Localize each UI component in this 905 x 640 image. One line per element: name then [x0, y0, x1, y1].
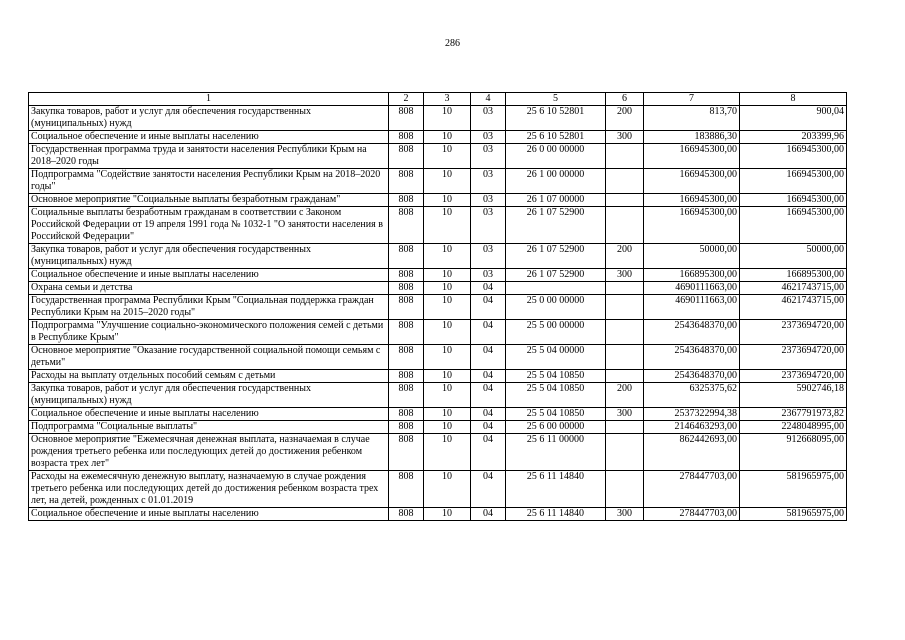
section-cell: 10 — [424, 131, 471, 144]
expense-type-cell: 200 — [606, 383, 644, 408]
section-cell: 10 — [424, 471, 471, 508]
amount-year2-cell: 166945300,00 — [740, 144, 847, 169]
amount-year2-cell: 166945300,00 — [740, 207, 847, 244]
admin-code-cell: 808 — [389, 269, 424, 282]
amount-year1-cell: 2537322994,38 — [644, 408, 740, 421]
row-name-cell: Социальное обеспечение и иные выплаты населению — [29, 269, 389, 282]
row-name-cell: Расходы на выплату отдельных пособий семьям с детьми — [29, 370, 389, 383]
row-name-cell: Социальное обеспечение и иные выплаты населению — [29, 408, 389, 421]
admin-code-cell: 808 — [389, 244, 424, 269]
amount-year2-cell: 912668095,00 — [740, 434, 847, 471]
page-number: 286 — [445, 38, 460, 49]
target-article-cell: 25 5 04 10850 — [506, 370, 606, 383]
expense-type-cell — [606, 421, 644, 434]
expense-type-cell — [606, 434, 644, 471]
amount-year1-cell: 813,70 — [644, 106, 740, 131]
admin-code-cell: 808 — [389, 295, 424, 320]
expense-type-cell — [606, 345, 644, 370]
header-cell: 2 — [389, 93, 424, 106]
row-name-cell: Расходы на ежемесячную денежную выплату, назначаемую в случае рождения третьего ребенка или последующих детей до достижения ребенком возраста трех лет, на детей, рожденных с 01.01.2019 — [29, 471, 389, 508]
admin-code-cell: 808 — [389, 345, 424, 370]
admin-code-cell: 808 — [389, 434, 424, 471]
admin-code-cell: 808 — [389, 207, 424, 244]
section-cell: 10 — [424, 207, 471, 244]
subsection-cell: 03 — [471, 244, 506, 269]
amount-year2-cell: 5902746,18 — [740, 383, 847, 408]
table-row — [29, 244, 847, 269]
section-cell: 10 — [424, 295, 471, 320]
subsection-cell: 03 — [471, 106, 506, 131]
amount-year2-cell: 203399,96 — [740, 131, 847, 144]
target-article-cell: 26 1 07 52900 — [506, 244, 606, 269]
expense-type-cell — [606, 282, 644, 295]
section-cell: 10 — [424, 370, 471, 383]
amount-year1-cell: 6325375,62 — [644, 383, 740, 408]
target-article-cell: 26 1 07 52900 — [506, 269, 606, 282]
subsection-cell: 04 — [471, 508, 506, 521]
table-row — [29, 434, 847, 471]
subsection-cell: 03 — [471, 194, 506, 207]
admin-code-cell: 808 — [389, 131, 424, 144]
amount-year2-cell: 166945300,00 — [740, 169, 847, 194]
amount-year2-cell: 581965975,00 — [740, 471, 847, 508]
table-row — [29, 370, 847, 383]
header-cell: 4 — [471, 93, 506, 106]
section-cell: 10 — [424, 320, 471, 345]
expense-type-cell: 300 — [606, 508, 644, 521]
section-cell: 10 — [424, 408, 471, 421]
section-cell: 10 — [424, 244, 471, 269]
expense-type-cell — [606, 370, 644, 383]
subsection-cell: 03 — [471, 269, 506, 282]
admin-code-cell: 808 — [389, 169, 424, 194]
section-cell: 10 — [424, 282, 471, 295]
row-name-cell: Подпрограмма "Содействие занятости населения Республики Крым на 2018–2020 годы" — [29, 169, 389, 194]
amount-year1-cell: 166945300,00 — [644, 144, 740, 169]
section-cell: 10 — [424, 383, 471, 408]
expense-type-cell — [606, 144, 644, 169]
row-name-cell: Социальное обеспечение и иные выплаты населению — [29, 508, 389, 521]
admin-code-cell: 808 — [389, 471, 424, 508]
subsection-cell: 04 — [471, 408, 506, 421]
amount-year2-cell: 4621743715,00 — [740, 295, 847, 320]
expense-type-cell — [606, 194, 644, 207]
target-article-cell: 25 6 11 00000 — [506, 434, 606, 471]
admin-code-cell: 808 — [389, 408, 424, 421]
target-article-cell: 25 5 04 10850 — [506, 383, 606, 408]
table-row — [29, 383, 847, 408]
admin-code-cell: 808 — [389, 282, 424, 295]
subsection-cell: 04 — [471, 370, 506, 383]
row-name-cell: Социальное обеспечение и иные выплаты населению — [29, 131, 389, 144]
target-article-cell: 25 6 11 14840 — [506, 508, 606, 521]
table-row — [29, 508, 847, 521]
row-name-cell: Социальные выплаты безработным гражданам в соответствии с Законом Российской Федерации от 19 апреля 1991 года № 1032-1 "О занятости населения в Российской Федерации" — [29, 207, 389, 244]
admin-code-cell: 808 — [389, 320, 424, 345]
section-cell: 10 — [424, 269, 471, 282]
amount-year2-cell: 166945300,00 — [740, 194, 847, 207]
amount-year1-cell: 166945300,00 — [644, 194, 740, 207]
header-cell: 1 — [29, 93, 389, 106]
subsection-cell: 04 — [471, 345, 506, 370]
amount-year2-cell: 2248048995,00 — [740, 421, 847, 434]
section-cell: 10 — [424, 434, 471, 471]
subsection-cell: 04 — [471, 434, 506, 471]
subsection-cell: 04 — [471, 383, 506, 408]
amount-year1-cell: 278447703,00 — [644, 508, 740, 521]
target-article-cell: 26 0 00 00000 — [506, 144, 606, 169]
admin-code-cell: 808 — [389, 106, 424, 131]
expense-type-cell — [606, 320, 644, 345]
admin-code-cell: 808 — [389, 370, 424, 383]
subsection-cell: 04 — [471, 320, 506, 345]
amount-year2-cell: 2373694720,00 — [740, 370, 847, 383]
table-row — [29, 320, 847, 345]
table-row — [29, 144, 847, 169]
amount-year2-cell: 4621743715,00 — [740, 282, 847, 295]
row-name-cell: Подпрограмма "Социальные выплаты" — [29, 421, 389, 434]
row-name-cell: Закупка товаров, работ и услуг для обеспечения государственных (муниципальных) нужд — [29, 383, 389, 408]
admin-code-cell: 808 — [389, 508, 424, 521]
amount-year2-cell: 2373694720,00 — [740, 320, 847, 345]
amount-year2-cell: 900,04 — [740, 106, 847, 131]
admin-code-cell: 808 — [389, 194, 424, 207]
amount-year1-cell: 166945300,00 — [644, 169, 740, 194]
table-row — [29, 207, 847, 244]
target-article-cell: 26 1 07 00000 — [506, 194, 606, 207]
amount-year1-cell: 2543648370,00 — [644, 320, 740, 345]
table-row — [29, 169, 847, 194]
target-article-cell: 25 6 10 52801 — [506, 131, 606, 144]
expense-type-cell: 300 — [606, 269, 644, 282]
header-cell: 6 — [606, 93, 644, 106]
amount-year2-cell: 50000,00 — [740, 244, 847, 269]
subsection-cell: 04 — [471, 421, 506, 434]
target-article-cell: 26 1 07 52900 — [506, 207, 606, 244]
amount-year2-cell: 581965975,00 — [740, 508, 847, 521]
subsection-cell: 04 — [471, 471, 506, 508]
target-article-cell: 25 6 00 00000 — [506, 421, 606, 434]
row-name-cell: Основное мероприятие "Оказание государственной социальной помощи семьям с детьми" — [29, 345, 389, 370]
amount-year1-cell: 166895300,00 — [644, 269, 740, 282]
subsection-cell: 03 — [471, 131, 506, 144]
section-cell: 10 — [424, 508, 471, 521]
table-row — [29, 345, 847, 370]
expense-type-cell — [606, 207, 644, 244]
section-cell: 10 — [424, 421, 471, 434]
table-row — [29, 282, 847, 295]
row-name-cell: Закупка товаров, работ и услуг для обеспечения государственных (муниципальных) нужд — [29, 244, 389, 269]
admin-code-cell: 808 — [389, 421, 424, 434]
header-cell: 7 — [644, 93, 740, 106]
row-name-cell: Основное мероприятие "Ежемесячная денежная выплата, назначаемая в случае рождения третьего ребенка или последующих детей до достижения ребенком возраста трех лет" — [29, 434, 389, 471]
target-article-cell: 25 5 04 00000 — [506, 345, 606, 370]
amount-year2-cell: 2367791973,82 — [740, 408, 847, 421]
subsection-cell: 04 — [471, 282, 506, 295]
table-row — [29, 269, 847, 282]
table-row — [29, 408, 847, 421]
target-article-cell: 25 5 04 10850 — [506, 408, 606, 421]
header-row — [29, 93, 847, 106]
section-cell: 10 — [424, 345, 471, 370]
section-cell: 10 — [424, 144, 471, 169]
row-name-cell: Закупка товаров, работ и услуг для обеспечения государственных (муниципальных) нужд — [29, 106, 389, 131]
target-article-cell: 26 1 00 00000 — [506, 169, 606, 194]
amount-year1-cell: 4690111663,00 — [644, 295, 740, 320]
target-article-cell: 25 6 11 14840 — [506, 471, 606, 508]
expense-type-cell: 300 — [606, 131, 644, 144]
target-article-cell: 25 5 00 00000 — [506, 320, 606, 345]
amount-year1-cell: 2146463293,00 — [644, 421, 740, 434]
table-row — [29, 421, 847, 434]
expense-type-cell — [606, 471, 644, 508]
expense-type-cell: 200 — [606, 244, 644, 269]
table-body — [29, 106, 847, 521]
admin-code-cell: 808 — [389, 383, 424, 408]
amount-year1-cell: 4690111663,00 — [644, 282, 740, 295]
subsection-cell: 03 — [471, 169, 506, 194]
target-article-cell: 25 6 10 52801 — [506, 106, 606, 131]
row-name-cell: Подпрограмма "Улучшение социально-экономического положения семей с детьми в Республике Крым" — [29, 320, 389, 345]
table-row — [29, 131, 847, 144]
amount-year1-cell: 166945300,00 — [644, 207, 740, 244]
table-row — [29, 194, 847, 207]
budget-table — [28, 92, 847, 521]
subsection-cell: 03 — [471, 144, 506, 169]
amount-year2-cell: 166895300,00 — [740, 269, 847, 282]
section-cell: 10 — [424, 169, 471, 194]
table-row — [29, 106, 847, 131]
amount-year1-cell: 862442693,00 — [644, 434, 740, 471]
table-row — [29, 471, 847, 508]
row-name-cell: Охрана семьи и детства — [29, 282, 389, 295]
admin-code-cell: 808 — [389, 144, 424, 169]
amount-year1-cell: 2543648370,00 — [644, 345, 740, 370]
row-name-cell: Основное мероприятие "Социальные выплаты безработным гражданам" — [29, 194, 389, 207]
subsection-cell: 04 — [471, 295, 506, 320]
section-cell: 10 — [424, 106, 471, 131]
row-name-cell: Государственная программа труда и занятости населения Республики Крым на 2018–2020 годы — [29, 144, 389, 169]
expense-type-cell — [606, 169, 644, 194]
amount-year1-cell: 278447703,00 — [644, 471, 740, 508]
section-cell: 10 — [424, 194, 471, 207]
header-cell: 8 — [740, 93, 847, 106]
expense-type-cell: 300 — [606, 408, 644, 421]
amount-year1-cell: 183886,30 — [644, 131, 740, 144]
target-article-cell: 25 0 00 00000 — [506, 295, 606, 320]
expense-type-cell — [606, 295, 644, 320]
target-article-cell — [506, 282, 606, 295]
header-cell: 5 — [506, 93, 606, 106]
row-name-cell: Государственная программа Республики Крым "Социальная поддержка граждан Республики Крым на 2015–2020 годы" — [29, 295, 389, 320]
amount-year1-cell: 2543648370,00 — [644, 370, 740, 383]
subsection-cell: 03 — [471, 207, 506, 244]
amount-year1-cell: 50000,00 — [644, 244, 740, 269]
header-cell: 3 — [424, 93, 471, 106]
expense-type-cell: 200 — [606, 106, 644, 131]
amount-year2-cell: 2373694720,00 — [740, 345, 847, 370]
table-row — [29, 295, 847, 320]
